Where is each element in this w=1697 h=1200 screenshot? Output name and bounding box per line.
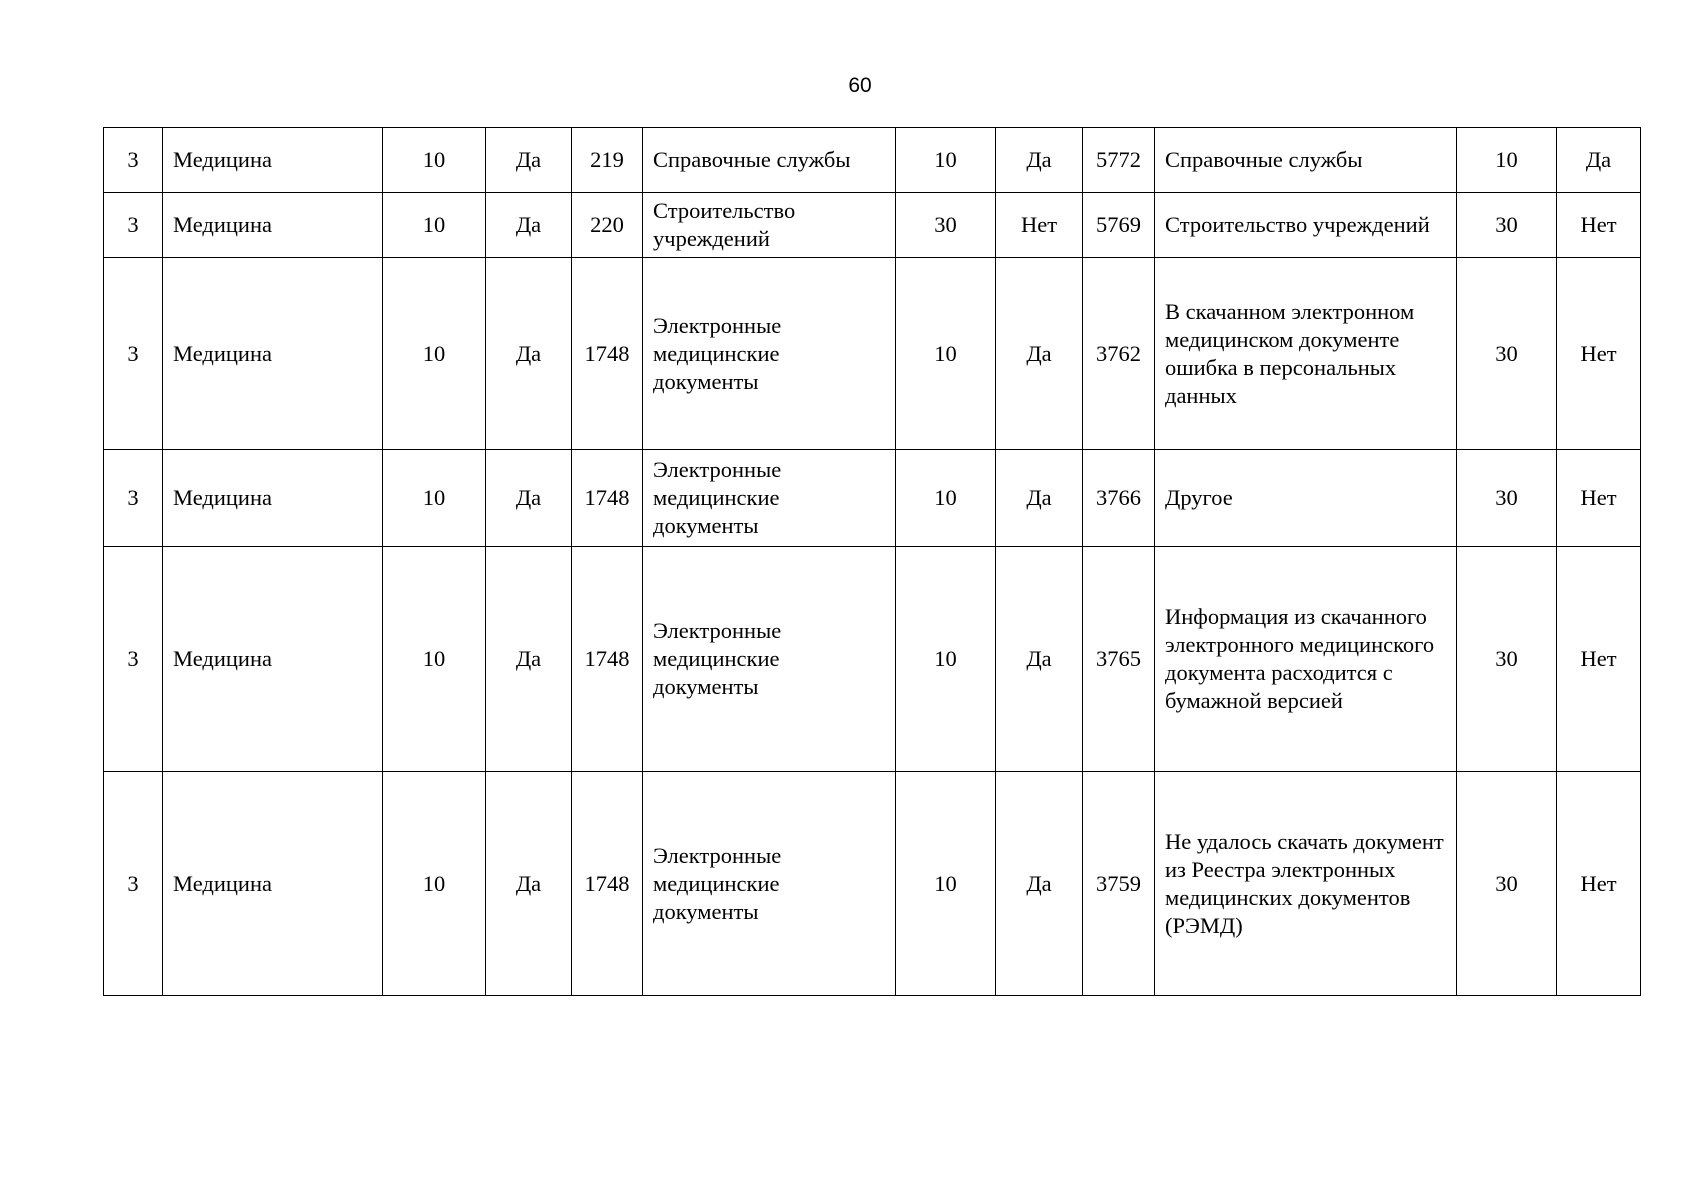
table-cell: 3 <box>104 258 163 450</box>
table-cell: 10 <box>383 450 486 547</box>
table-cell: 3 <box>104 193 163 258</box>
table-cell: 10 <box>896 258 996 450</box>
table-row <box>104 450 1641 547</box>
table-cell: 1748 <box>572 258 643 450</box>
table-cell: Да <box>996 772 1083 996</box>
table-cell: Да <box>996 450 1083 547</box>
table-cell: 30 <box>1457 258 1557 450</box>
table-cell: 30 <box>1457 193 1557 258</box>
table-cell: Нет <box>1557 547 1641 772</box>
table-cell: 30 <box>1457 547 1557 772</box>
table-cell: Строительство учреждений <box>643 193 896 258</box>
table-cell: 220 <box>572 193 643 258</box>
table-cell: 1748 <box>572 450 643 547</box>
table-cell: 10 <box>383 128 486 193</box>
table-cell: 10 <box>896 450 996 547</box>
table-cell: Не удалось скачать документ из Реестра электронных медицинских документов (РЭМД) <box>1155 772 1457 996</box>
table-cell: 3 <box>104 128 163 193</box>
table-cell: Электронные медицинские документы <box>643 772 896 996</box>
table-cell: 1748 <box>572 547 643 772</box>
table-cell: 3762 <box>1083 258 1155 450</box>
table-cell: 10 <box>896 128 996 193</box>
table-cell: Медицина <box>163 450 383 547</box>
table-cell: 3 <box>104 450 163 547</box>
table-cell: Да <box>996 258 1083 450</box>
table-cell: 5772 <box>1083 128 1155 193</box>
table-cell: 3766 <box>1083 450 1155 547</box>
table-cell: Да <box>996 547 1083 772</box>
table-cell: 10 <box>383 193 486 258</box>
table-cell: 3 <box>104 547 163 772</box>
table-cell: 3759 <box>1083 772 1155 996</box>
table-cell: В скачанном электронном медицинском документе ошибка в персональных данных <box>1155 258 1457 450</box>
table-row <box>104 547 1641 772</box>
table-cell: Другое <box>1155 450 1457 547</box>
table-cell: Да <box>486 258 572 450</box>
table-cell: Строительство учреждений <box>1155 193 1457 258</box>
table-cell: Нет <box>996 193 1083 258</box>
table-cell: 219 <box>572 128 643 193</box>
table-cell: Нет <box>1557 772 1641 996</box>
table-cell: 1748 <box>572 772 643 996</box>
table-cell: 30 <box>1457 450 1557 547</box>
table-cell: Медицина <box>163 128 383 193</box>
table-row <box>104 193 1641 258</box>
table-cell: Справочные службы <box>643 128 896 193</box>
table-cell: Медицина <box>163 772 383 996</box>
table-cell: Информация из скачанного электронного медицинского документа расходится с бумажной версией <box>1155 547 1457 772</box>
table-cell: 10 <box>896 772 996 996</box>
table-cell: Нет <box>1557 450 1641 547</box>
table-cell: 30 <box>896 193 996 258</box>
table-cell: Медицина <box>163 193 383 258</box>
table-cell: 10 <box>896 547 996 772</box>
data-table <box>103 127 1641 996</box>
table-cell: Справочные службы <box>1155 128 1457 193</box>
table-cell: Электронные медицинские документы <box>643 547 896 772</box>
table-cell: Нет <box>1557 193 1641 258</box>
table-row <box>104 258 1641 450</box>
table-cell: Да <box>1557 128 1641 193</box>
table-row <box>104 128 1641 193</box>
page-number: 60 <box>848 74 872 97</box>
table-cell: 3765 <box>1083 547 1155 772</box>
table-cell: 10 <box>1457 128 1557 193</box>
table-row <box>104 772 1641 996</box>
table-cell: 30 <box>1457 772 1557 996</box>
table-cell: 3 <box>104 772 163 996</box>
table-cell: 5769 <box>1083 193 1155 258</box>
table-cell: Да <box>486 128 572 193</box>
table-cell: 10 <box>383 772 486 996</box>
table-cell: Да <box>486 193 572 258</box>
table-cell: Да <box>486 547 572 772</box>
table-cell: Да <box>486 450 572 547</box>
table-cell: Электронные медицинские документы <box>643 258 896 450</box>
table-cell: 10 <box>383 547 486 772</box>
table-cell: Да <box>996 128 1083 193</box>
table-cell: Электронные медицинские документы <box>643 450 896 547</box>
table-cell: Медицина <box>163 258 383 450</box>
table-cell: 10 <box>383 258 486 450</box>
table-cell: Да <box>486 772 572 996</box>
table-cell: Медицина <box>163 547 383 772</box>
table-cell: Нет <box>1557 258 1641 450</box>
